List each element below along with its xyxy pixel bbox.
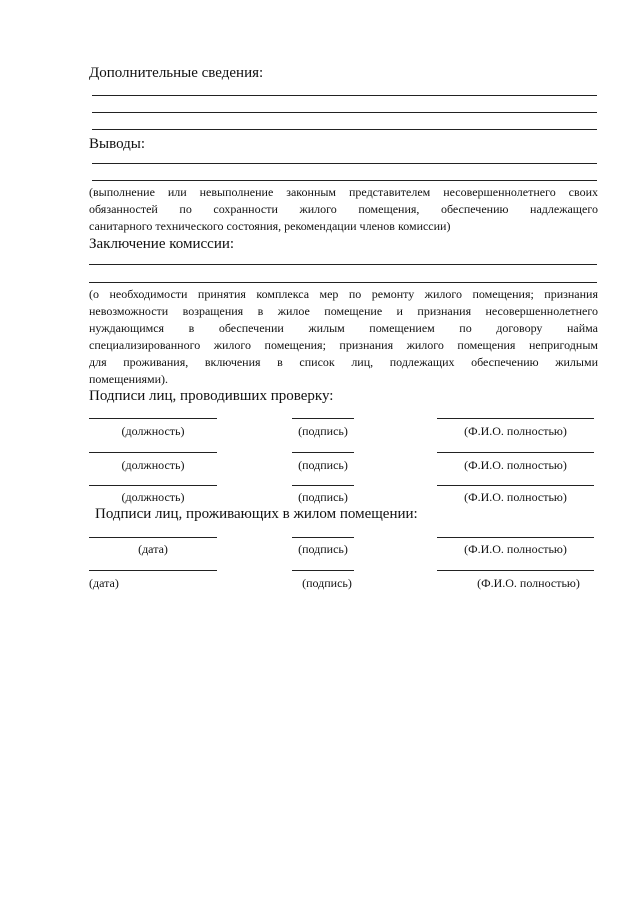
inspector-3-name-caption: (Ф.И.О. полностью) (464, 490, 567, 504)
resident-2-signature-caption: (подпись) (302, 576, 352, 590)
conclusions-note-line-1: (выполнение или невыполнение законным представителем несовершеннолетнего своих (89, 185, 598, 199)
inspectors-signatures-heading: Подписи лиц, проводивших проверку: (89, 388, 334, 404)
inspector-2-signature-line[interactable] (292, 452, 354, 453)
inspector-1-position-caption: (должность) (121, 424, 185, 438)
conclusions-note-line-2: обязанностей по сохранности жилого помещения, обеспечению надлежащего (89, 202, 598, 216)
inspector-2-signature-caption: (подпись) (298, 458, 348, 472)
inspector-2-position-line[interactable] (89, 452, 217, 453)
resident-1-name-caption: (Ф.И.О. полностью) (464, 542, 567, 556)
inspector-1-position-line[interactable] (89, 418, 217, 419)
inspector-1-name-caption: (Ф.И.О. полностью) (464, 424, 567, 438)
resident-2-date-caption: (дата) (89, 576, 119, 590)
conclusions-heading: Выводы: (89, 136, 146, 152)
commission-note-line-2: невозможности возращения в жилое помещение и признания несовершеннолетнего (89, 304, 598, 318)
inspector-3-signature-caption: (подпись) (298, 490, 348, 504)
resident-1-signature-line[interactable] (292, 537, 354, 538)
commission-line-1[interactable] (89, 264, 597, 265)
commission-note-line-6: помещениями). (89, 372, 169, 386)
additional-info-line-2[interactable] (92, 112, 597, 113)
inspector-3-signature-line[interactable] (292, 485, 354, 486)
inspector-2-name-caption: (Ф.И.О. полностью) (464, 458, 567, 472)
inspector-3-position-caption: (должность) (121, 490, 185, 504)
commission-note-line-3: нуждающимся в обеспечении жилым помещением по договору найма (89, 321, 598, 335)
commission-line-2[interactable] (89, 282, 597, 283)
inspector-2-name-line[interactable] (437, 452, 594, 453)
conclusions-line-2[interactable] (92, 180, 597, 181)
resident-2-signature-line[interactable] (292, 570, 354, 571)
inspector-1-name-line[interactable] (437, 418, 594, 419)
resident-2-name-line[interactable] (437, 570, 594, 571)
resident-1-date-caption: (дата) (138, 542, 168, 556)
inspector-3-position-line[interactable] (89, 485, 217, 486)
additional-info-heading: Дополнительные сведения: (89, 65, 264, 81)
residents-signatures-heading: Подписи лиц, проживающих в жилом помещении: (95, 506, 418, 522)
commission-note-line-1: (о необходимости принятия комплекса мер по ремонту жилого помещения; признания (89, 287, 598, 301)
additional-info-line-3[interactable] (92, 129, 597, 130)
conclusions-note-line-3: санитарного технического состояния, рекомендации членов комиссии) (89, 219, 451, 233)
commission-conclusion-heading: Заключение комиссии: (89, 236, 235, 252)
resident-2-date-line[interactable] (89, 570, 217, 571)
resident-1-name-line[interactable] (437, 537, 594, 538)
commission-note-line-5: для проживания, включения в список лиц, подлежащих обеспечению жилыми (89, 355, 598, 369)
inspector-1-signature-line[interactable] (292, 418, 354, 419)
resident-1-date-line[interactable] (89, 537, 217, 538)
inspector-1-signature-caption: (подпись) (298, 424, 348, 438)
resident-1-signature-caption: (подпись) (298, 542, 348, 556)
conclusions-line-1[interactable] (92, 163, 597, 164)
commission-note-line-4: специализированного жилого помещения; признания жилого помещения непригодным (89, 338, 598, 352)
additional-info-line-1[interactable] (92, 95, 597, 96)
inspector-2-position-caption: (должность) (121, 458, 185, 472)
resident-2-name-caption: (Ф.И.О. полностью) (477, 576, 580, 590)
inspector-3-name-line[interactable] (437, 485, 594, 486)
